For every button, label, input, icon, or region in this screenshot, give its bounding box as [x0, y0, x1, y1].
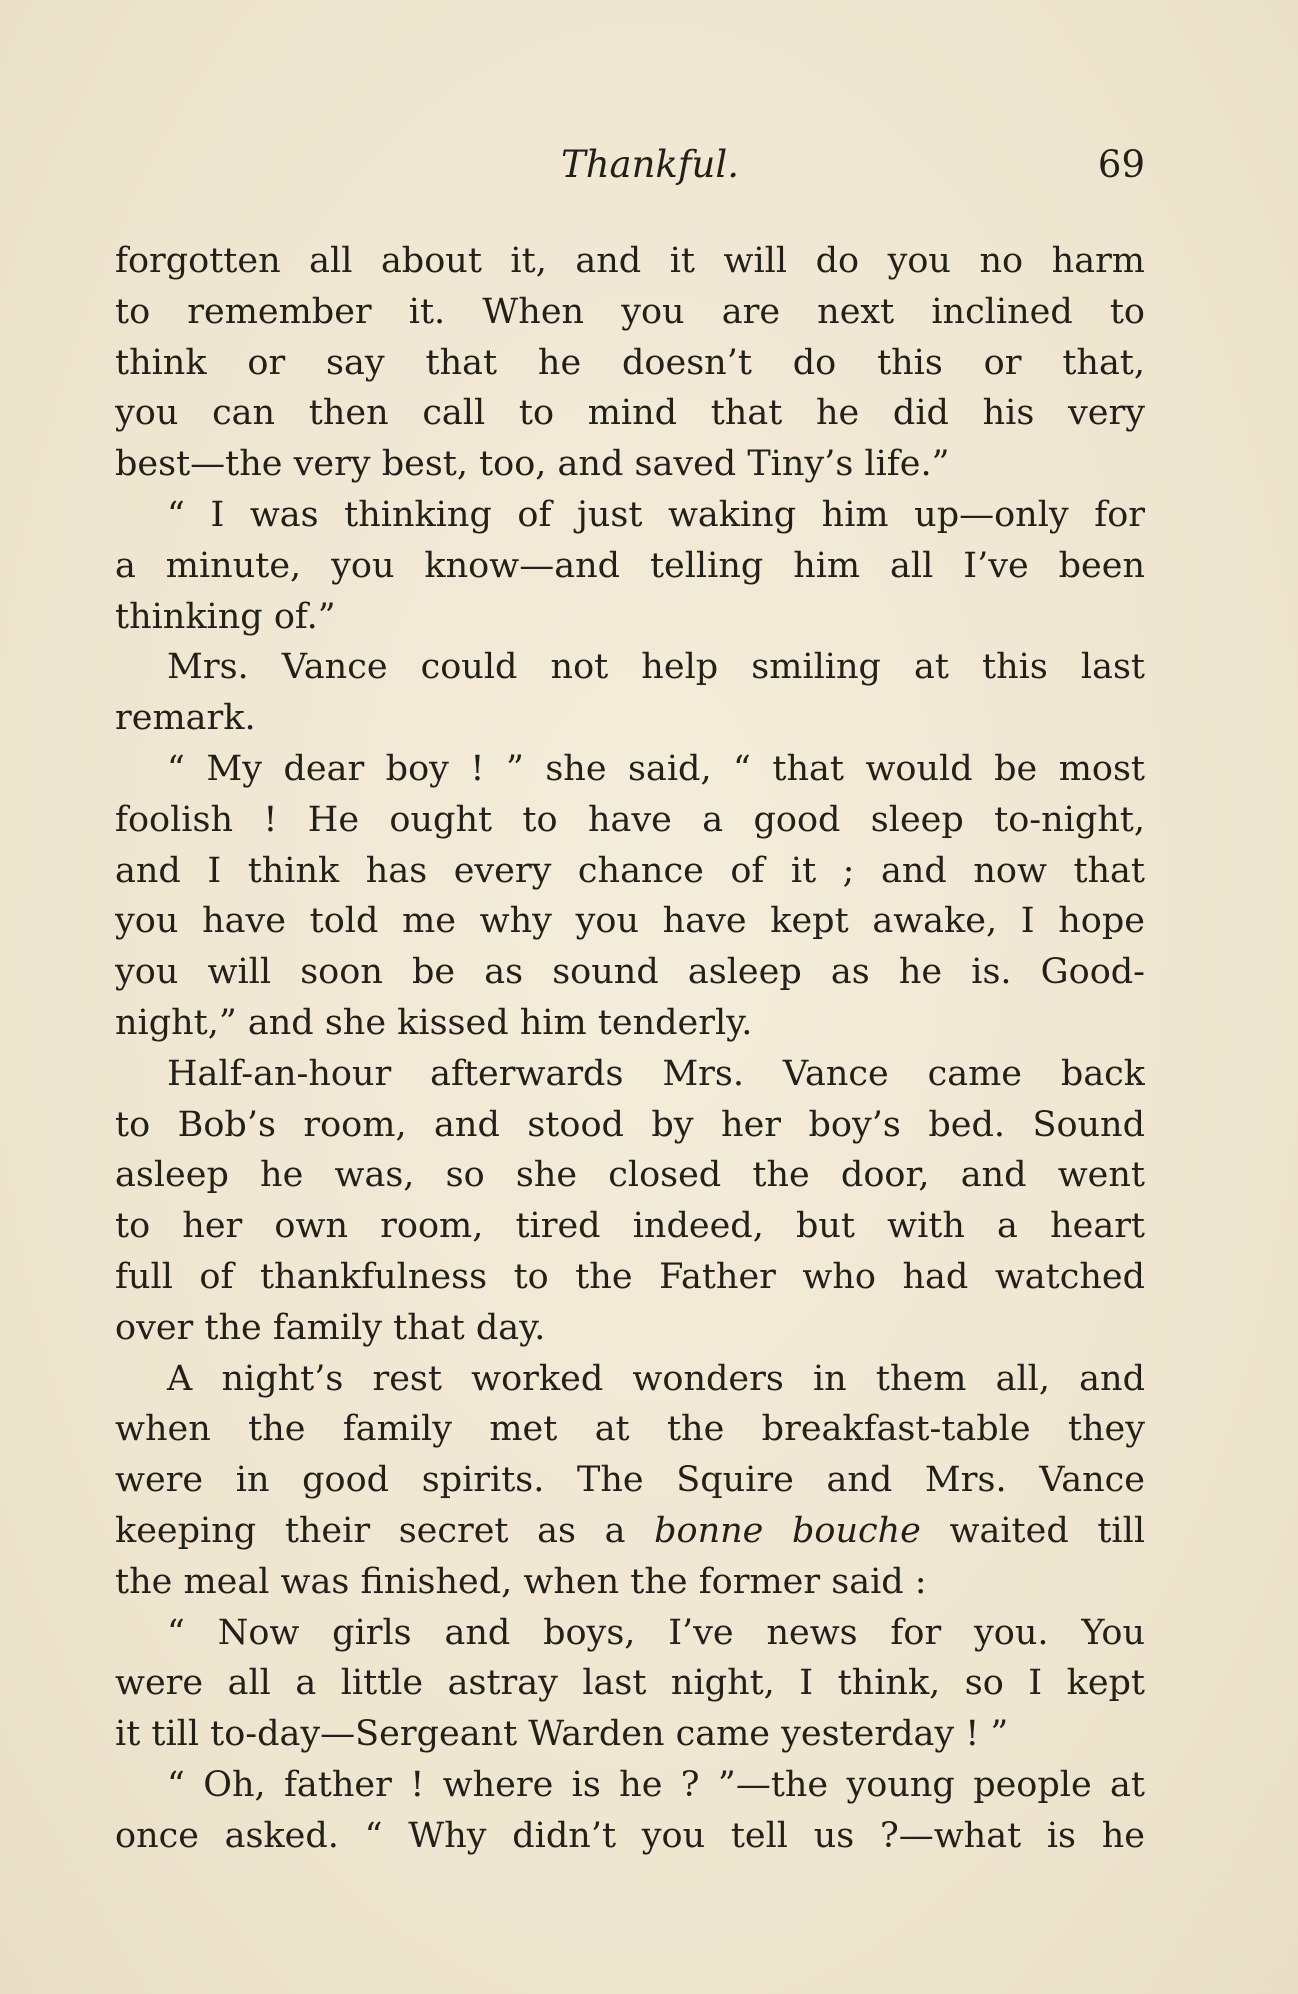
text-line: once asked. “ Why didn’t you tell us ?—what is he [115, 1815, 1145, 1856]
page-header [115, 135, 1145, 195]
text-line: thinking of.” [115, 596, 336, 637]
text-line: you will soon be as sound asleep as he is. Good- [115, 952, 1145, 993]
text-line: you can then call to mind that he did his very [115, 393, 1145, 434]
text-line: a minute, you know—and telling him all I’ve been [115, 545, 1145, 586]
text-line: to Bob’s room, and stood by her boy’s bed. Sound [115, 1104, 1145, 1145]
text-line: over the family that day. [115, 1307, 546, 1348]
text-line: think or say that he doesn’t do this or that, [115, 342, 1145, 383]
text-line: were in good spirits. The Squire and Mrs. Vance [115, 1460, 1145, 1501]
text-line: to remember it. When you are next inclined to [115, 291, 1145, 332]
text-line: “ My dear boy ! ” she said, “ that would be most [167, 748, 1145, 789]
text-line: forgotten all about it, and it will do you no harm [115, 241, 1145, 281]
text-line: the meal was finished, when the former said : [115, 1561, 927, 1602]
body-text [115, 236, 1145, 1862]
text-line: “ Now girls and boys, I’ve news for you. You [167, 1612, 1145, 1653]
text-line: foolish ! He ought to have a good sleep to-night, [115, 799, 1145, 840]
text-line: asleep he was, so she closed the door, and went [115, 1155, 1145, 1196]
text-line: Half-an-hour afterwards Mrs. Vance came back [167, 1053, 1145, 1094]
italic-phrase: bonne bouche [654, 1510, 921, 1551]
text-line: Mrs. Vance could not help smiling at this last [167, 647, 1145, 688]
text-line: and I think has every chance of it ; and now that [115, 850, 1145, 891]
text-line: night,” and she kissed him tenderly. [115, 1002, 753, 1043]
text-line: full of thankfulness to the Father who had watched [115, 1256, 1145, 1297]
text-line: “ Oh, father ! where is he ? ”—the young people at [167, 1764, 1145, 1805]
text-line: remark. [115, 698, 256, 739]
text-line: you have told me why you have kept awake, I hope [115, 901, 1145, 942]
text-line: “ I was thinking of just waking him up—only for [167, 494, 1145, 535]
text-line: it till to-day—Sergeant Warden came yesterday ! ” [115, 1714, 1009, 1755]
running-title: Thankful. [561, 143, 739, 186]
text-line: to her own room, tired indeed, but with a heart [115, 1206, 1145, 1247]
text-line: best—the very best, too, and saved Tiny’s life.” [115, 444, 950, 485]
text-line: A night’s rest worked wonders in them all, and [167, 1358, 1145, 1399]
text-line: when the family met at the breakfast-table they [115, 1409, 1145, 1450]
text-line: were all a little astray last night, I think, so I kept [115, 1663, 1145, 1704]
page-number: 69 [1097, 143, 1145, 186]
text-line: keeping their secret as a bonne bouche waited till [115, 1510, 1145, 1551]
